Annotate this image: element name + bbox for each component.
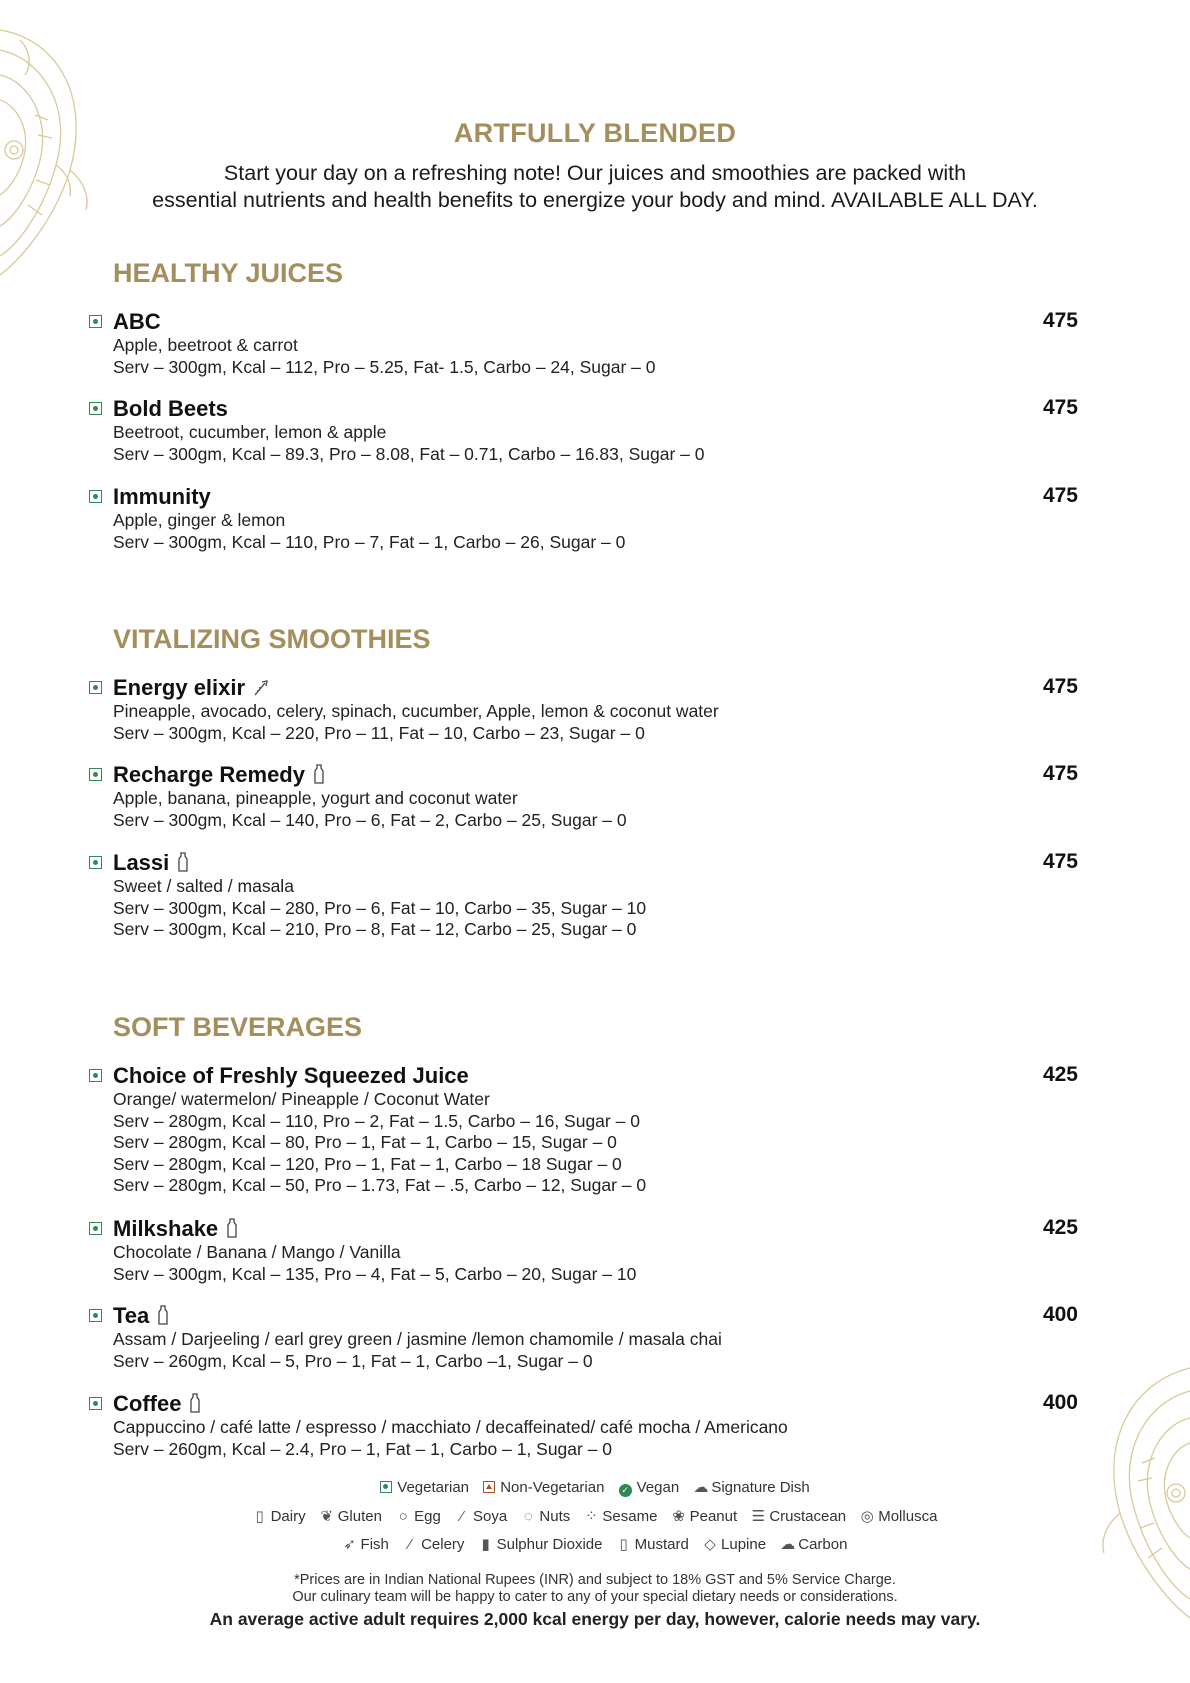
item-price: 475: [1042, 850, 1078, 873]
item-name: Recharge Remedy: [113, 762, 305, 787]
item-nutrition: Serv – 300gm, Kcal – 140, Pro – 6, Fat – 2, Carbo – 25, Sugar – 0: [113, 809, 627, 830]
dietary-note: Our culinary team will be happy to cater to any of your special dietary needs or considerations.: [292, 1589, 898, 1605]
legend-fish: [343, 1535, 389, 1553]
price-note: *Prices are in Indian National Rupees (INR) and subject to 18% GST and 5% Service Charge.: [294, 1572, 896, 1588]
vegetarian-icon: [89, 402, 102, 415]
item-price: 475: [1042, 762, 1078, 785]
item-description: Beetroot, cucumber, lemon & apple: [113, 422, 387, 442]
sulphur-dioxide-icon: ▮: [481, 1536, 490, 1553]
sesame-icon: ⁘: [585, 1508, 598, 1525]
legend-mustard: [617, 1535, 689, 1553]
legend-label: Crustacean: [769, 1508, 847, 1525]
dairy-icon: [157, 1305, 169, 1331]
dairy-icon: ▯: [255, 1508, 264, 1525]
item-name: ABC: [113, 309, 161, 334]
legend-label: Signature Dish: [711, 1479, 810, 1496]
item-name: Bold Beets: [113, 396, 228, 421]
vegetarian-icon: [89, 768, 102, 781]
item-nutrition: Serv – 280gm, Kcal – 110, Pro – 2, Fat – 1.5, Carbo – 16, Sugar – 0: [113, 1110, 640, 1131]
mustard-icon: ▯: [619, 1536, 628, 1553]
item-name-wrap: [113, 675, 269, 703]
dairy-icon: [226, 1218, 238, 1244]
section-title-vitalizing-smoothies: VITALIZING SMOOTHIES: [113, 624, 431, 654]
legend-peanut: [672, 1507, 738, 1525]
vegetarian-icon: [89, 1309, 102, 1322]
item-description: Apple, banana, pineapple, yogurt and coconut water: [113, 788, 518, 808]
calorie-note: An average active adult requires 2,000 kcal energy per day, however, calorie needs may vary.: [209, 1609, 981, 1629]
item-description: Pineapple, avocado, celery, spinach, cucumber, Apple, lemon & coconut water: [113, 701, 719, 721]
legend-label: Peanut: [689, 1508, 738, 1525]
vegetarian-icon: [89, 681, 102, 694]
item-price: 475: [1042, 396, 1078, 419]
legend-label: Mollusca: [878, 1508, 938, 1525]
legend-dairy: [253, 1507, 306, 1525]
legend-non-vegetarian: [483, 1479, 604, 1496]
non-vegetarian-icon: [483, 1481, 495, 1493]
gluten-icon: ❦: [320, 1508, 334, 1525]
item-nutrition: Serv – 280gm, Kcal – 50, Pro – 1.73, Fat – .5, Carbo – 12, Sugar – 0: [113, 1175, 647, 1196]
legend-label: Vegan: [636, 1479, 680, 1496]
legend-label: Fish: [360, 1536, 389, 1553]
vegan-icon: ✓: [619, 1484, 632, 1497]
soya-icon: ⁄: [460, 1508, 464, 1525]
item-name: Lassi: [113, 850, 170, 875]
item-price: 425: [1042, 1063, 1078, 1086]
legend-label: Soya: [473, 1508, 508, 1525]
legend-sesame: [584, 1507, 657, 1525]
legend-label: Celery: [421, 1536, 465, 1553]
legend-nuts: [521, 1508, 570, 1525]
item-name: Coffee: [113, 1391, 182, 1416]
dairy-icon: [177, 852, 189, 878]
vegetarian-icon: [89, 1222, 102, 1235]
page-title: ARTFULLY BLENDED: [453, 118, 737, 148]
legend-sulphur-dioxide: [479, 1535, 603, 1553]
celery-icon: ⁄: [408, 1536, 412, 1553]
item-description: Assam / Darjeeling / earl grey green / jasmine /lemon chamomile / masala chai: [113, 1329, 722, 1349]
item-nutrition: Serv – 260gm, Kcal – 5, Pro – 1, Fat – 1, Carbo –1, Sugar – 0: [113, 1350, 593, 1371]
egg-icon: ○: [398, 1508, 408, 1525]
legend-carbon: [780, 1535, 847, 1553]
legend-label: Sesame: [602, 1508, 658, 1525]
legend-label: Mustard: [634, 1536, 689, 1553]
item-description: Cappuccino / café latte / espresso / macchiato / decaffeinated/ café mocha / Americano: [113, 1417, 788, 1437]
item-name: Milkshake: [113, 1216, 219, 1241]
item-name: Energy elixir: [113, 675, 246, 700]
item-nutrition: Serv – 260gm, Kcal – 2.4, Pro – 1, Fat – 1, Carbo – 1, Sugar – 0: [113, 1438, 613, 1459]
item-name: Choice of Freshly Squeezed Juice: [113, 1063, 469, 1088]
item-price: 400: [1042, 1303, 1078, 1326]
legend-label: Nuts: [539, 1508, 571, 1525]
item-description: Apple, ginger & lemon: [113, 510, 286, 530]
legend-label: Sulphur Dioxide: [496, 1536, 603, 1553]
fish-icon: ➶: [343, 1536, 356, 1553]
legend-label: Lupine: [721, 1536, 767, 1553]
legend-vegan: [619, 1479, 680, 1497]
vegetarian-icon: [89, 490, 102, 503]
legend-signature-dish: [693, 1478, 809, 1496]
legend-label: Vegetarian: [397, 1479, 470, 1496]
item-nutrition: Serv – 300gm, Kcal – 112, Pro – 5.25, Fat- 1.5, Carbo – 24, Sugar – 0: [113, 356, 656, 377]
legend-label: Gluten: [337, 1508, 382, 1525]
vegetarian-icon: [89, 1397, 102, 1410]
item-nutrition: Serv – 300gm, Kcal – 135, Pro – 4, Fat – 5, Carbo – 20, Sugar – 10: [113, 1263, 637, 1284]
paisley-ornament-top-left: [0, 20, 95, 280]
item-nutrition: Serv – 280gm, Kcal – 120, Pro – 1, Fat – 1, Carbo – 18 Sugar – 0: [113, 1153, 622, 1174]
item-nutrition: Serv – 300gm, Kcal – 210, Pro – 8, Fat – 12, Carbo – 25, Sugar – 0: [113, 919, 637, 940]
item-description: Orange/ watermelon/ Pineapple / Coconut Water: [113, 1089, 490, 1109]
carbon-icon: ☁: [780, 1536, 796, 1553]
item-nutrition: Serv – 300gm, Kcal – 280, Pro – 6, Fat – 10, Carbo – 35, Sugar – 10: [113, 897, 647, 918]
item-nutrition: Serv – 300gm, Kcal – 110, Pro – 7, Fat – 1, Carbo – 26, Sugar – 0: [113, 531, 626, 552]
legend-celery: [403, 1536, 464, 1553]
signature-dish-icon: ☁: [693, 1479, 709, 1496]
legend-crustacean: [751, 1507, 846, 1525]
dairy-icon: [189, 1393, 201, 1419]
legend-label: Carbon: [798, 1536, 848, 1553]
item-description: Apple, beetroot & carrot: [113, 335, 298, 355]
item-name-wrap: [113, 1303, 169, 1331]
mollusca-icon: ◎: [860, 1508, 874, 1525]
legend-label: Non-Vegetarian: [500, 1479, 605, 1496]
legend-row-allergens-2: [0, 1535, 1190, 1553]
peanut-icon: ❀: [672, 1508, 685, 1525]
legend-egg: [396, 1508, 441, 1525]
lupine-icon: ◇: [704, 1536, 716, 1553]
item-description: Sweet / salted / masala: [113, 876, 294, 896]
item-price: 400: [1042, 1391, 1078, 1414]
item-nutrition: Serv – 300gm, Kcal – 89.3, Pro – 8.08, Fat – 0.71, Carbo – 16.83, Sugar – 0: [113, 443, 705, 464]
legend-vegetarian: [380, 1479, 469, 1496]
legend-gluten: [320, 1507, 382, 1525]
vegetarian-icon: [380, 1481, 392, 1493]
crustacean-icon: ☰: [751, 1508, 766, 1525]
vegetarian-icon: [89, 315, 102, 328]
intro-text: [95, 160, 1095, 214]
legend-row-diet: [0, 1478, 1190, 1497]
item-price: 475: [1042, 309, 1078, 332]
item-price: 475: [1042, 675, 1078, 698]
legend-row-allergens-1: [0, 1507, 1190, 1525]
item-nutrition: Serv – 300gm, Kcal – 220, Pro – 11, Fat – 10, Carbo – 23, Sugar – 0: [113, 722, 645, 743]
celery-icon: [253, 677, 269, 703]
section-title-soft-beverages: SOFT BEVERAGES: [113, 1012, 363, 1042]
item-name-wrap: [113, 762, 325, 790]
intro-line-1: Start your day on a refreshing note! Our juices and smoothies are packed with: [223, 161, 967, 185]
legend-mollusca: [860, 1507, 937, 1525]
legend-soya: [455, 1508, 507, 1525]
item-name-wrap: [113, 1391, 201, 1419]
item-name: Immunity: [113, 484, 211, 509]
item-name: Tea: [113, 1303, 150, 1328]
dairy-icon: [313, 764, 325, 790]
item-description: Chocolate / Banana / Mango / Vanilla: [113, 1242, 401, 1262]
legend-label: Egg: [414, 1508, 441, 1525]
vegetarian-icon: [89, 856, 102, 869]
item-name-wrap: [113, 850, 189, 878]
legend-label: Dairy: [270, 1508, 306, 1525]
intro-line-2: essential nutrients and health benefits to energize your body and mind. AVAILABLE ALL DAY.: [152, 188, 1038, 212]
item-nutrition: Serv – 280gm, Kcal – 80, Pro – 1, Fat – 1, Carbo – 15, Sugar – 0: [113, 1132, 617, 1153]
vegetarian-icon: [89, 1069, 102, 1082]
nuts-icon: ◌: [523, 1508, 533, 1525]
legend-lupine: [703, 1535, 766, 1553]
section-title-healthy-juices: HEALTHY JUICES: [113, 258, 344, 288]
item-name-wrap: [113, 1216, 238, 1244]
item-price: 475: [1042, 484, 1078, 507]
item-price: 425: [1042, 1216, 1078, 1239]
